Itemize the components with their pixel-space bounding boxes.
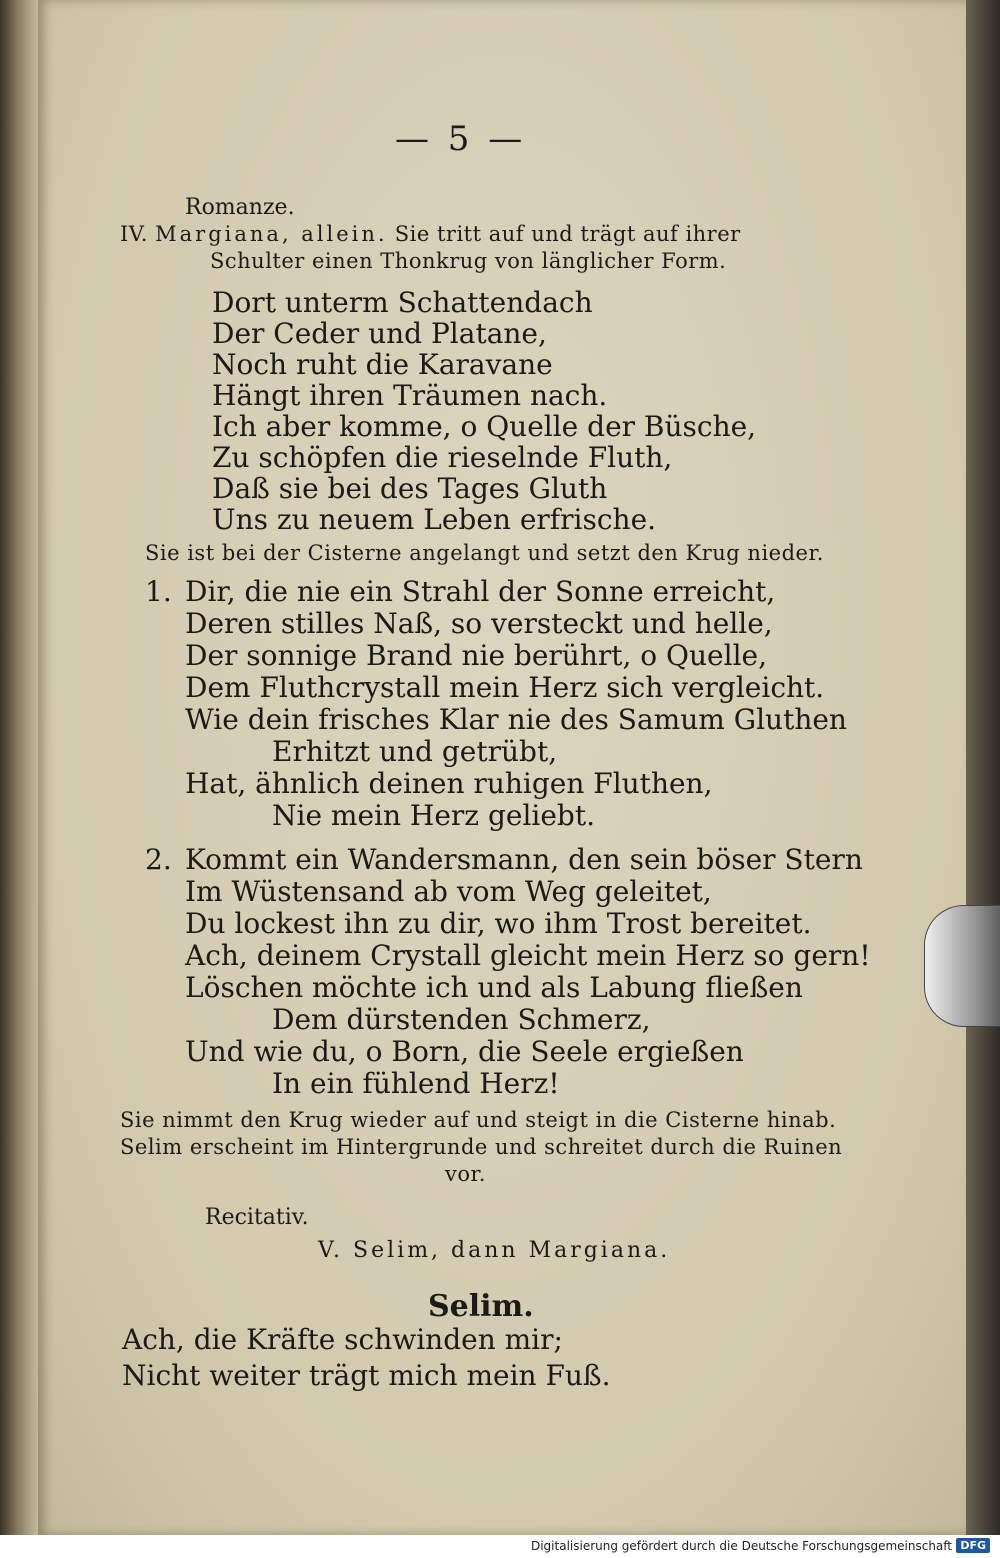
verse-line: Wie dein frisches Klar nie des Samum Gluthen: [185, 703, 847, 736]
scene-number: IV.: [120, 222, 148, 246]
verse-line: Ich aber komme, o Quelle der Büsche,: [212, 410, 757, 443]
verse-line: Deren stilles Naß, so versteckt und helle,: [185, 607, 773, 640]
book-cover-edge: [966, 0, 1000, 1535]
verse-line: Hängt ihren Träumen nach.: [212, 379, 608, 412]
verse-line: In ein fühlend Herz!: [272, 1067, 560, 1100]
recitativ-label: Recitativ.: [205, 1205, 309, 1230]
verse-line: Nie mein Herz geliebt.: [272, 799, 596, 832]
dfg-logo: DFG: [956, 1538, 990, 1553]
funding-credit: Digitalisierung gefördert durch die Deutsche Forschungsgemeinschaft: [530, 1539, 952, 1553]
verse-line: Noch ruht die Karavane: [212, 348, 553, 381]
character-name: Margiana, allein.: [155, 222, 388, 246]
verse-line: Du lockest ihn zu dir, wo ihm Trost bereitet.: [185, 907, 812, 940]
verse-line: Und wie du, o Born, die Seele ergießen: [185, 1035, 744, 1068]
verse-line: Kommt ein Wandersmann, den sein böser Stern: [185, 843, 863, 876]
stage-direction-exit: Selim erscheint im Hintergrunde und schreitet durch die Ruinen: [120, 1135, 843, 1159]
scene-5-heading: V. Selim, dann Margiana.: [318, 1238, 671, 1263]
stage-direction-exit: vor.: [445, 1162, 486, 1186]
stanza-1-number: 1.: [145, 575, 172, 608]
verse-line: Hat, ähnlich deinen ruhigen Fluthen,: [185, 767, 713, 800]
verse-line: Uns zu neuem Leben erfrische.: [212, 503, 657, 536]
verse-line: Zu schöpfen die rieselnde Fluth,: [212, 441, 673, 474]
stage-direction: Sie tritt auf und trägt auf ihrer: [394, 222, 741, 246]
verse-line: Dir, die nie ein Strahl der Sonne erreicht,: [185, 575, 776, 608]
verse-line: Daß sie bei des Tages Gluth: [212, 472, 608, 505]
verse-line: Dem Fluthcrystall mein Herz sich vergleicht.: [185, 671, 825, 704]
page-clip: [924, 905, 1000, 1027]
stage-direction-cistern: Sie ist bei der Cisterne angelangt und setzt den Krug nieder.: [145, 541, 824, 565]
stanza-2-number: 2.: [145, 843, 172, 876]
speaker-name: Selim.: [428, 1289, 534, 1324]
verse-line: Ach, deinem Crystall gleicht mein Herz so gern!: [185, 939, 871, 972]
verse-line: Nicht weiter trägt mich mein Fuß.: [122, 1359, 611, 1392]
verse-line: Dort unterm Schattendach: [212, 286, 593, 319]
adjacent-page-edge: [0, 0, 40, 1535]
verse-line: Löschen möchte ich und als Labung fließen: [185, 971, 803, 1004]
verse-line: Erhitzt und getrübt,: [272, 735, 558, 768]
scene-4-heading: [120, 224, 741, 245]
page-number: — 5 —: [395, 119, 527, 159]
verse-line: Im Wüstensand ab vom Weg geleitet,: [185, 875, 712, 908]
verse-line: Der Ceder und Platane,: [212, 317, 547, 350]
verse-line: Der sonnige Brand nie berührt, o Quelle,: [185, 639, 767, 672]
footer-bar: [0, 1535, 1000, 1558]
stage-direction-cont: Schulter einen Thonkrug von länglicher Form.: [210, 249, 727, 273]
verse-line: Ach, die Kräfte schwinden mir;: [122, 1323, 563, 1356]
stage-direction-exit: Sie nimmt den Krug wieder auf und steigt in die Cisterne hinab.: [120, 1108, 837, 1132]
romanze-label: Romanze.: [185, 195, 295, 220]
verse-line: Dem dürstenden Schmerz,: [272, 1003, 651, 1036]
